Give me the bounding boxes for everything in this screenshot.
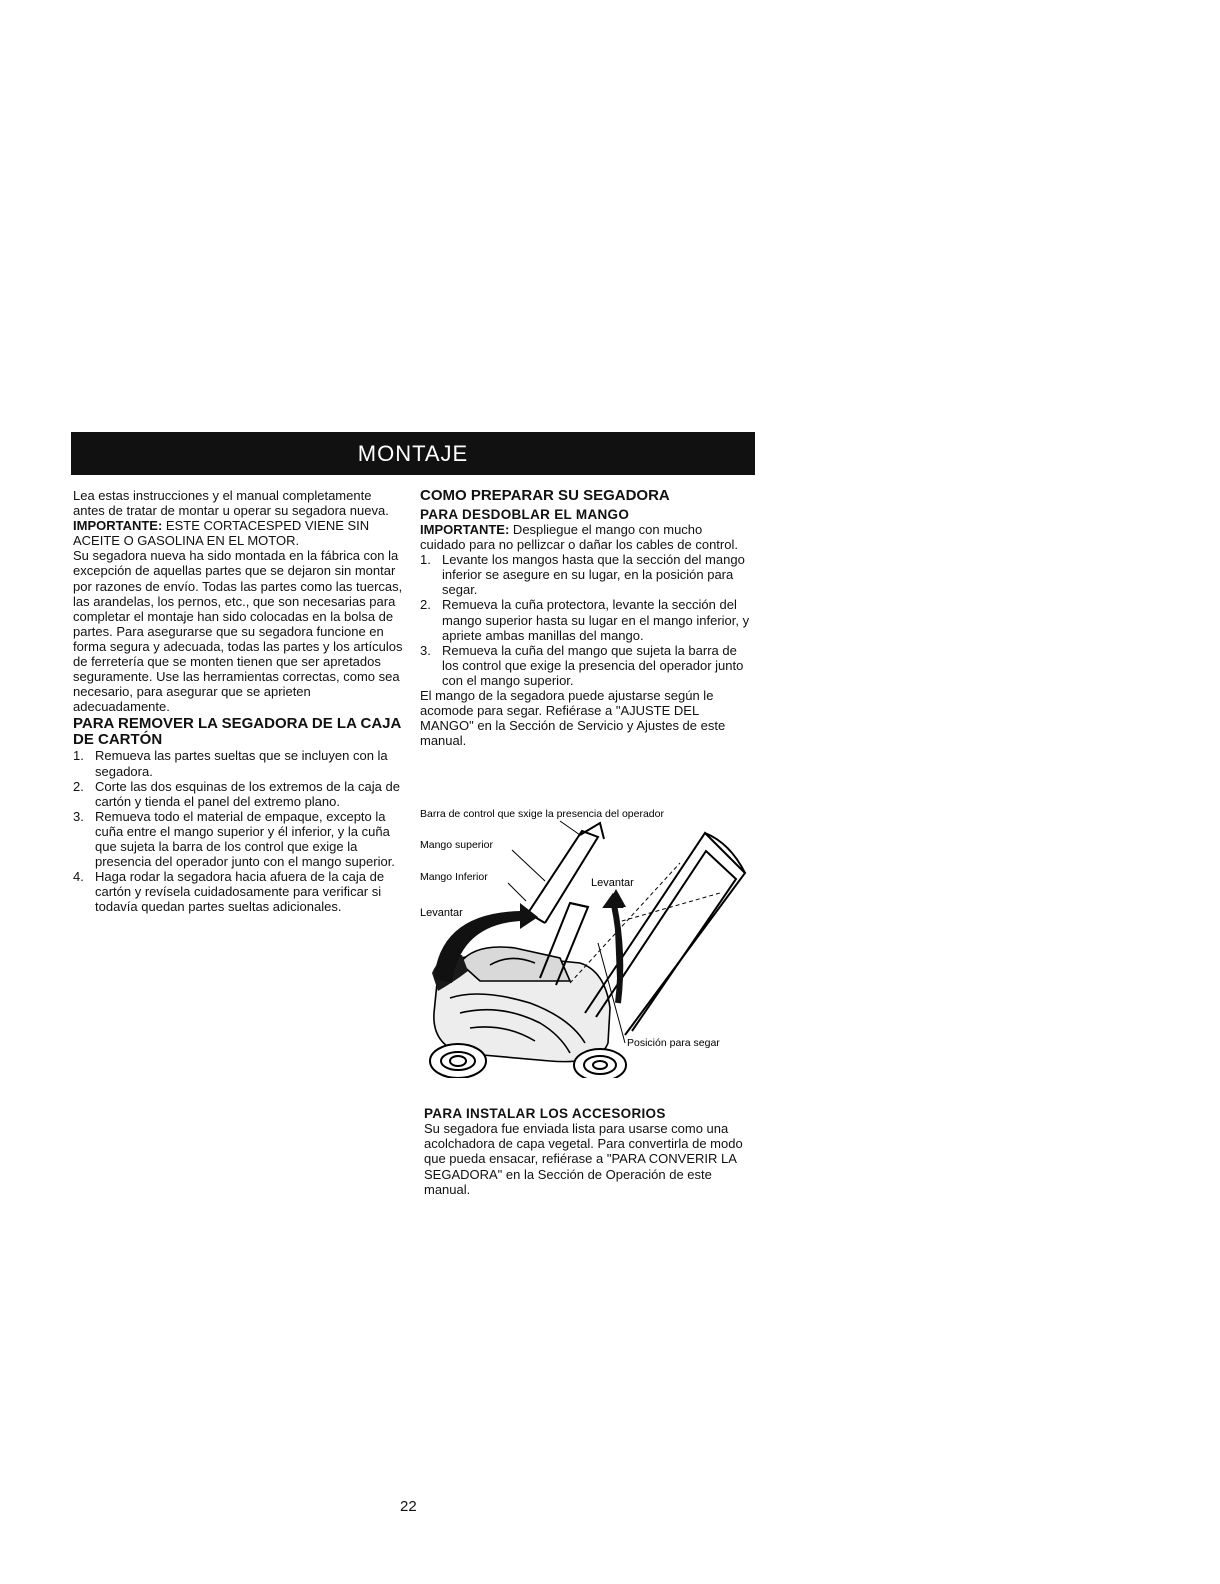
important-label: IMPORTANTE: <box>420 522 510 537</box>
important-text: Despliegue el mango con mucho cuidado para no pellizcar o dañar los cables de control. <box>420 522 738 553</box>
step-number: 1. <box>420 552 431 568</box>
lift-arrow-right-head <box>606 889 626 907</box>
step-number: 2. <box>420 597 431 613</box>
mower-illustration <box>420 803 755 1078</box>
important-note <box>420 522 750 552</box>
label-lower-handle: Mango Inferior <box>420 871 488 883</box>
unfold-heading: PARA DESDOBLAR EL MANGO <box>420 507 630 522</box>
important-text: ESTE CORTACESPED VIENE SIN ACEITE O GASOLINA EN EL MOTOR. <box>73 518 370 549</box>
page-number: 22 <box>400 1498 417 1515</box>
mower-handle-figure <box>420 803 755 1078</box>
list-item <box>420 597 750 642</box>
step-text: Levante los mangos hasta que la sección del mango inferior se asegure en su lugar, en la posición para segar. <box>442 552 745 598</box>
accessories-text: Su segadora fue enviada lista para usarse como una acolchadora de capa vegetal. Para convertirla de modo que pueda ensacar, refiérase a "PARA CONVERIR LA SEGADORA" en la Sección de Operación de este manual. <box>424 1121 743 1197</box>
left-column <box>73 488 403 914</box>
unfold-steps <box>420 552 750 688</box>
accessories-heading: PARA INSTALAR LOS ACCESORIOS <box>424 1106 666 1121</box>
step-number: 3. <box>420 642 431 658</box>
remove-heading: PARA REMOVER LA SEGADORA DE LA CAJA DE CARTÓN <box>73 715 401 749</box>
step-text: Haga rodar la segadora hacia afuera de la caja de cartón y revísela cuidadosamente para verificar si todavía quedan partes sueltas adicionales. <box>95 869 385 915</box>
section-banner <box>71 432 755 475</box>
right-column <box>420 488 750 748</box>
label-control-bar: Barra de control que sxige la presencia del operador <box>420 808 664 820</box>
intro-paragraph: Lea estas instrucciones y el manual completamente antes de tratar de montar u operar su segadora nueva. <box>73 488 389 519</box>
front-wheel <box>430 1044 486 1078</box>
rear-wheel <box>574 1049 626 1078</box>
step-text: Remueva todo el material de empaque, excepto la cuña entre el mango superior y él inferior, y la cuña que sujeta la barra de los control que exige la presencia del operador junto con el mango superior. <box>95 808 395 870</box>
step-number: 2. <box>73 778 84 794</box>
step-number: 1. <box>73 748 84 764</box>
prep-heading: COMO PREPARAR SU SEGADORA <box>420 487 670 504</box>
important-note <box>73 518 403 548</box>
label-mowing-position: Posición para segar <box>627 1037 720 1049</box>
important-label: IMPORTANTE: <box>73 518 163 534</box>
assembly-paragraph: Su segadora nueva ha sido montada en la fábrica con la excepción de aquellas partes que se dejaron sin montar por razones de envío. Todas las partes como las tuercas, las arandelas, los pernos, etc., que son necesarias para completar el montaje han sido colocadas en la bolsa de partes. Para asegurarse que su segadora funcione en forma segura y adecuada, todas las partes y los artículos de ferretería que se monten tienen que ser apretados seguramente. Use las herramientas correctas, como sea necesario, para asegurar que se aprieten adecuadamente. <box>73 548 403 715</box>
remove-steps <box>73 748 403 914</box>
accessories-section <box>424 1106 750 1197</box>
list-item <box>73 869 403 914</box>
adjust-paragraph: El mango de la segadora puede ajustarse según le acomode para segar. Refiérase a "AJUSTE DEL MANGO" en la Sección de Servicio y Ajustes de este manual. <box>420 688 726 749</box>
label-upper-handle: Mango superior <box>420 839 493 851</box>
label-lift-right: Levantar <box>591 877 634 889</box>
list-item <box>73 779 403 809</box>
list-item <box>420 552 750 597</box>
list-item <box>420 643 750 688</box>
label-lift-left: Levantar <box>420 907 463 919</box>
list-item <box>73 809 403 869</box>
step-text: Corte las dos esquinas de los extremos de la caja de cartón y tienda el panel del extremo plano. <box>95 778 400 809</box>
section-title: MONTAJE <box>357 441 469 466</box>
step-number: 3. <box>73 808 84 824</box>
step-text: Remueva la cuña del mango que sujeta la barra de los control que exige la presencia del operador junto con el mango superior. <box>442 642 744 688</box>
step-number: 4. <box>73 869 84 885</box>
step-text: Remueva las partes sueltas que se incluyen con la segadora. <box>95 748 388 779</box>
step-text: Remueva la cuña protectora, levante la sección del mango superior hasta su lugar en el mango inferior, y apriete ambas manillas del mango. <box>442 597 750 643</box>
list-item <box>73 748 403 778</box>
